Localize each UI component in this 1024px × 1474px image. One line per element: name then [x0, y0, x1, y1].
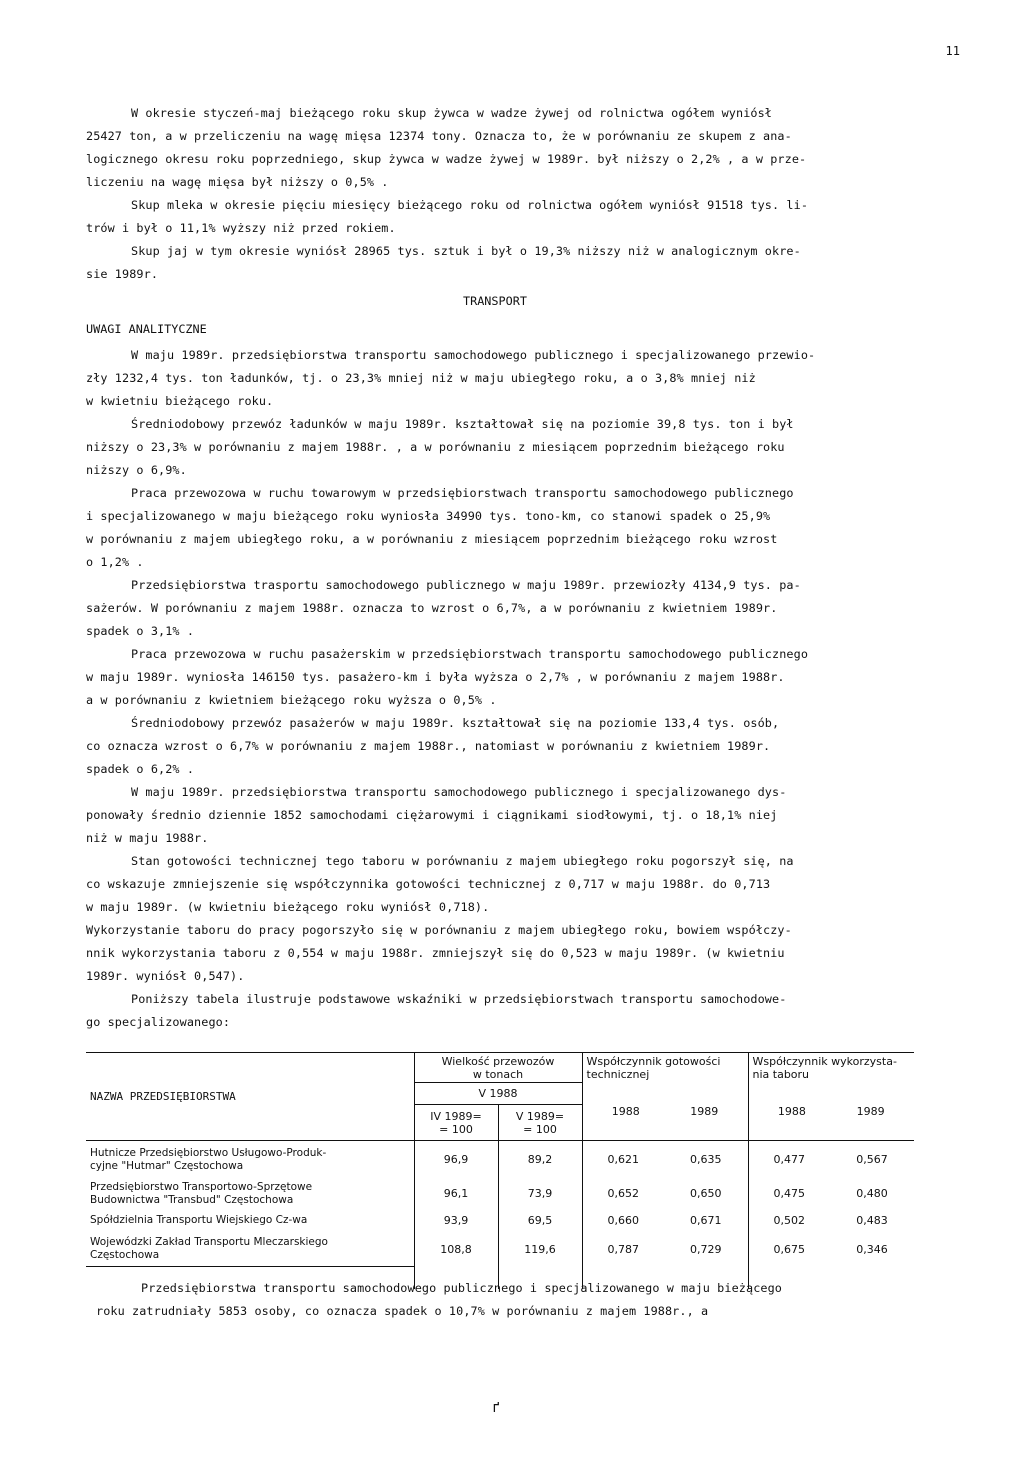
cell-readiness-1988: 0,787 [607, 1243, 639, 1256]
table-header-utilization-l2: nia taboru [752, 1067, 810, 1081]
text-line: co oznacza wzrost o 6,7% w porównaniu z majem 1988r., natomiast w porównaniu z kwietniem 1989r. [86, 739, 771, 753]
section-title: TRANSPORT [463, 294, 527, 308]
cell-volume-may: 89,2 [498, 1141, 582, 1179]
table-header-utilization-l1: Współczynnik wykorzysta- [752, 1054, 897, 1068]
indicators-table [86, 1052, 914, 1289]
cell-utilization-1989: 0,480 [856, 1187, 888, 1200]
table-header-index-l1: V 1989= [515, 1109, 565, 1123]
text-line: ponowały średnio dziennie 1852 samochodami ciężarowymi i ciągnikami siodłowymi, tj. o 18,1% niej [86, 808, 778, 822]
table-header-readiness-l2: technicznej [586, 1067, 650, 1081]
text-line: trów i był o 11,1% wyższy niż przed rokiem. [86, 221, 396, 235]
cell-utilization-1989: 0,346 [856, 1243, 888, 1256]
text-line: w maju 1989r. (w kwietniu bieżącego roku wyniósł 0,718). [86, 900, 490, 914]
text-line: w kwietniu bieżącego roku. [86, 394, 274, 408]
text-line: spadek o 3,1% . [86, 624, 195, 638]
text-line: Wykorzystanie taboru do pracy pogorszyło się w porównaniu z majem ubiegłego roku, bowiem współczy- [86, 923, 792, 937]
text-line: Średniodobowy przewóz pasażerów w maju 1989r. kształtował się na poziomie 133,4 tys. osób, [131, 716, 780, 730]
text-line: co wskazuje zmniejszenie się współczynnika gotowości technicznej z 0,717 w maju 1988r. do 0,713 [86, 877, 771, 891]
company-name-l2: cyjne "Hutmar" Częstochowa [90, 1159, 244, 1172]
text-line: W maju 1989r. przedsiębiorstwa transportu samochodowego publicznego i specjalizowanego przewio- [131, 348, 816, 362]
company-name-l2: Budownictwa "Transbud" Częstochowa [90, 1193, 294, 1206]
text-line: w porównaniu z majem ubiegłego roku, a w porównaniu z miesiącem poprzednim bieżącego roku wzrost [86, 532, 778, 546]
table-row [86, 1209, 914, 1233]
company-name [86, 1141, 414, 1179]
cell-readiness-1989: 0,635 [664, 1141, 748, 1179]
table-header-year: 1988 [777, 1104, 806, 1118]
text-line: go specjalizowanego: [86, 1015, 231, 1029]
table-header-year: 1989 [690, 1104, 719, 1118]
text-line: Skup jaj w tym okresie wyniósł 28965 tys. sztuk i był o 19,3% niższy niż w analogicznym okre- [131, 244, 801, 258]
text-line: sie 1989r. [86, 267, 159, 281]
table-header-name: NAZWA PRZEDSIĘBIORSTWA [86, 1053, 414, 1141]
table-header-volume [414, 1053, 582, 1083]
company-name-l1: Spółdzielnia Transportu Wiejskiego Cz-wa [90, 1214, 308, 1226]
table-header-year: 1988 [611, 1104, 640, 1118]
text-line: nnik wykorzystania taboru z 0,554 w maju 1988r. zmniejszył się do 0,523 w maju 1989r. (w kwietniu [86, 946, 785, 960]
table-header-volume-base: V 1988 [414, 1083, 582, 1105]
table-header-volume-l2: w tonach [472, 1067, 524, 1081]
cell-volume-may: 73,9 [498, 1179, 582, 1209]
table-header-year: 1989 [856, 1104, 885, 1118]
table-row [86, 1141, 914, 1179]
cell-volume-april: 93,9 [414, 1209, 498, 1233]
text-line: zły 1232,4 tys. ton ładunków, tj. o 23,3% mniej niż w maju ubiegłego roku, a o 3,8% mniej niż [86, 371, 756, 385]
text-line: liczeniu na wagę mięsa był niższy o 0,5% . [86, 175, 389, 189]
cell-utilization-1988: 0,502 [773, 1214, 805, 1227]
text-line: o 1,2% . [86, 555, 144, 569]
company-name-l1: Przedsiębiorstwo Transportowo-Sprzętowe [90, 1180, 313, 1193]
table-header-readiness [582, 1053, 748, 1083]
company-name-l1: Hutnicze Przedsiębiorstwo Usługowo-Produk- [90, 1146, 327, 1159]
text-line: w maju 1989r. wyniosła 146150 tys. pasażero-km i była wyższa o 2,7% , w porównaniu z majem 1988r. [86, 670, 785, 684]
text-line: roku zatrudniały 5853 osoby, co oznacza spadek o 10,7% w porównaniu z majem 1988r., a [96, 1304, 709, 1318]
cell-volume-april: 96,9 [414, 1141, 498, 1179]
cell-volume-may: 69,5 [498, 1209, 582, 1233]
table-header-index-may [498, 1105, 582, 1141]
text-line: Poniższy tabela ilustruje podstawowe wskaźniki w przedsiębiorstwach transportu samochodowe- [131, 992, 787, 1006]
cell-readiness-1988: 0,660 [607, 1214, 639, 1227]
cell-readiness-1989: 0,650 [664, 1179, 748, 1209]
cell-utilization-1989: 0,567 [830, 1141, 914, 1179]
table-header-utilization-years [748, 1083, 914, 1141]
table-header-volume-l1: Wielkość przewozów [441, 1054, 555, 1068]
text-line: Praca przewozowa w ruchu pasażerskim w przedsiębiorstwach transportu samochodowego publicznego [131, 647, 809, 661]
table-row [86, 1179, 914, 1209]
table-row [86, 1233, 914, 1267]
cell-volume-april: 96,1 [414, 1179, 498, 1209]
cell-volume-may: 119,6 [498, 1233, 582, 1267]
cell-readiness-1988: 0,621 [582, 1141, 664, 1179]
text-line: niż w maju 1988r. [86, 831, 209, 845]
table-header-readiness-years [582, 1083, 748, 1141]
cell-readiness-1989: 0,671 [664, 1209, 748, 1233]
text-line: a w porównaniu z kwietniem bieżącego roku wyższa o 0,5% . [86, 693, 497, 707]
text-line: 1989r. wyniósł 0,547). [86, 969, 245, 983]
table-header-index-l2: = 100 [439, 1122, 473, 1136]
cell-readiness-1988: 0,652 [607, 1187, 639, 1200]
text-line: niższy o 23,3% w porównaniu z majem 1988r. , a w porównaniu z miesiącem poprzednim bieżącego roku [86, 440, 785, 454]
text-line: Skup mleka w okresie pięciu miesięcy bieżącego roku od rolnictwa ogółem wyniósł 91518 tys. li- [131, 198, 809, 212]
text-line: Średniodobowy przewóz ładunków w maju 1989r. kształtował się na poziomie 39,8 tys. ton i był [131, 417, 794, 431]
cell-utilization-1988: 0,675 [773, 1243, 805, 1256]
text-line: Przedsiębiorstwa trasportu samochodowego publicznego w maju 1989r. przewiozły 4134,9 tys. pa- [131, 578, 801, 592]
cell-utilization-1988: 0,475 [773, 1187, 805, 1200]
page-number: 11 [945, 44, 960, 58]
text-line: W okresie styczeń-maj bieżącego roku skup żywca w wadze żywej od rolnictwa ogółem wyniósł [131, 106, 773, 120]
side-label: UWAGI ANALITYCZNE [86, 322, 207, 336]
cell-utilization-1989: 0,483 [856, 1214, 888, 1227]
company-name [86, 1209, 414, 1233]
table-header-utilization [748, 1053, 914, 1083]
handwritten-mark: ґ [492, 1400, 501, 1416]
text-line: Praca przewozowa w ruchu towarowym w przedsiębiorstwach transportu samochodowego publicznego [131, 486, 794, 500]
indicators-table-wrap [86, 1052, 914, 1289]
text-line: 25427 ton, a w przeliczeniu na wagę mięsa 12374 tony. Oznacza to, że w porównaniu ze skupem z ana- [86, 129, 792, 143]
company-name-l1: Wojewódzki Zakład Transportu Mleczarskiego [90, 1236, 328, 1249]
text-line: Przedsiębiorstwa transportu samochodowego publicznego i specjalizowanego w maju bieżącego [141, 1281, 783, 1295]
company-name-l2: Częstochowa [90, 1249, 160, 1262]
text-line: niższy o 6,9%. [86, 463, 187, 477]
text-line: spadek o 6,2% . [86, 762, 195, 776]
table-header-index-l1: IV 1989= [430, 1109, 482, 1123]
text-line: logicznego okresu roku poprzedniego, skup żywca w wadze żywej w 1989r. był niższy o 2,2% , a w prze- [86, 152, 807, 166]
table-header-index-april [414, 1105, 498, 1141]
text-line: sażerów. W porównaniu z majem 1988r. oznacza to wzrost o 6,7%, a w porównaniu z kwietniem 1989r. [86, 601, 778, 615]
text-line: W maju 1989r. przedsiębiorstwa transportu samochodowego publicznego i specjalizowanego dys- [131, 785, 787, 799]
cell-volume-april: 108,8 [414, 1233, 498, 1267]
text-line: i specjalizowanego w maju bieżącego roku wyniosła 34990 tys. tono-km, co stanowi spadek o 25,9% [86, 509, 771, 523]
table-header-readiness-l1: Współczynnik gotowości [586, 1054, 721, 1068]
company-name [86, 1179, 414, 1209]
table-header-index-l2: = 100 [523, 1122, 557, 1136]
cell-utilization-1988: 0,477 [748, 1141, 830, 1179]
text-line: Stan gotowości technicznej tego taboru w porównaniu z majem ubiegłego roku pogorszył się, na [131, 854, 794, 868]
company-name [86, 1233, 414, 1267]
cell-readiness-1989: 0,729 [664, 1233, 748, 1267]
